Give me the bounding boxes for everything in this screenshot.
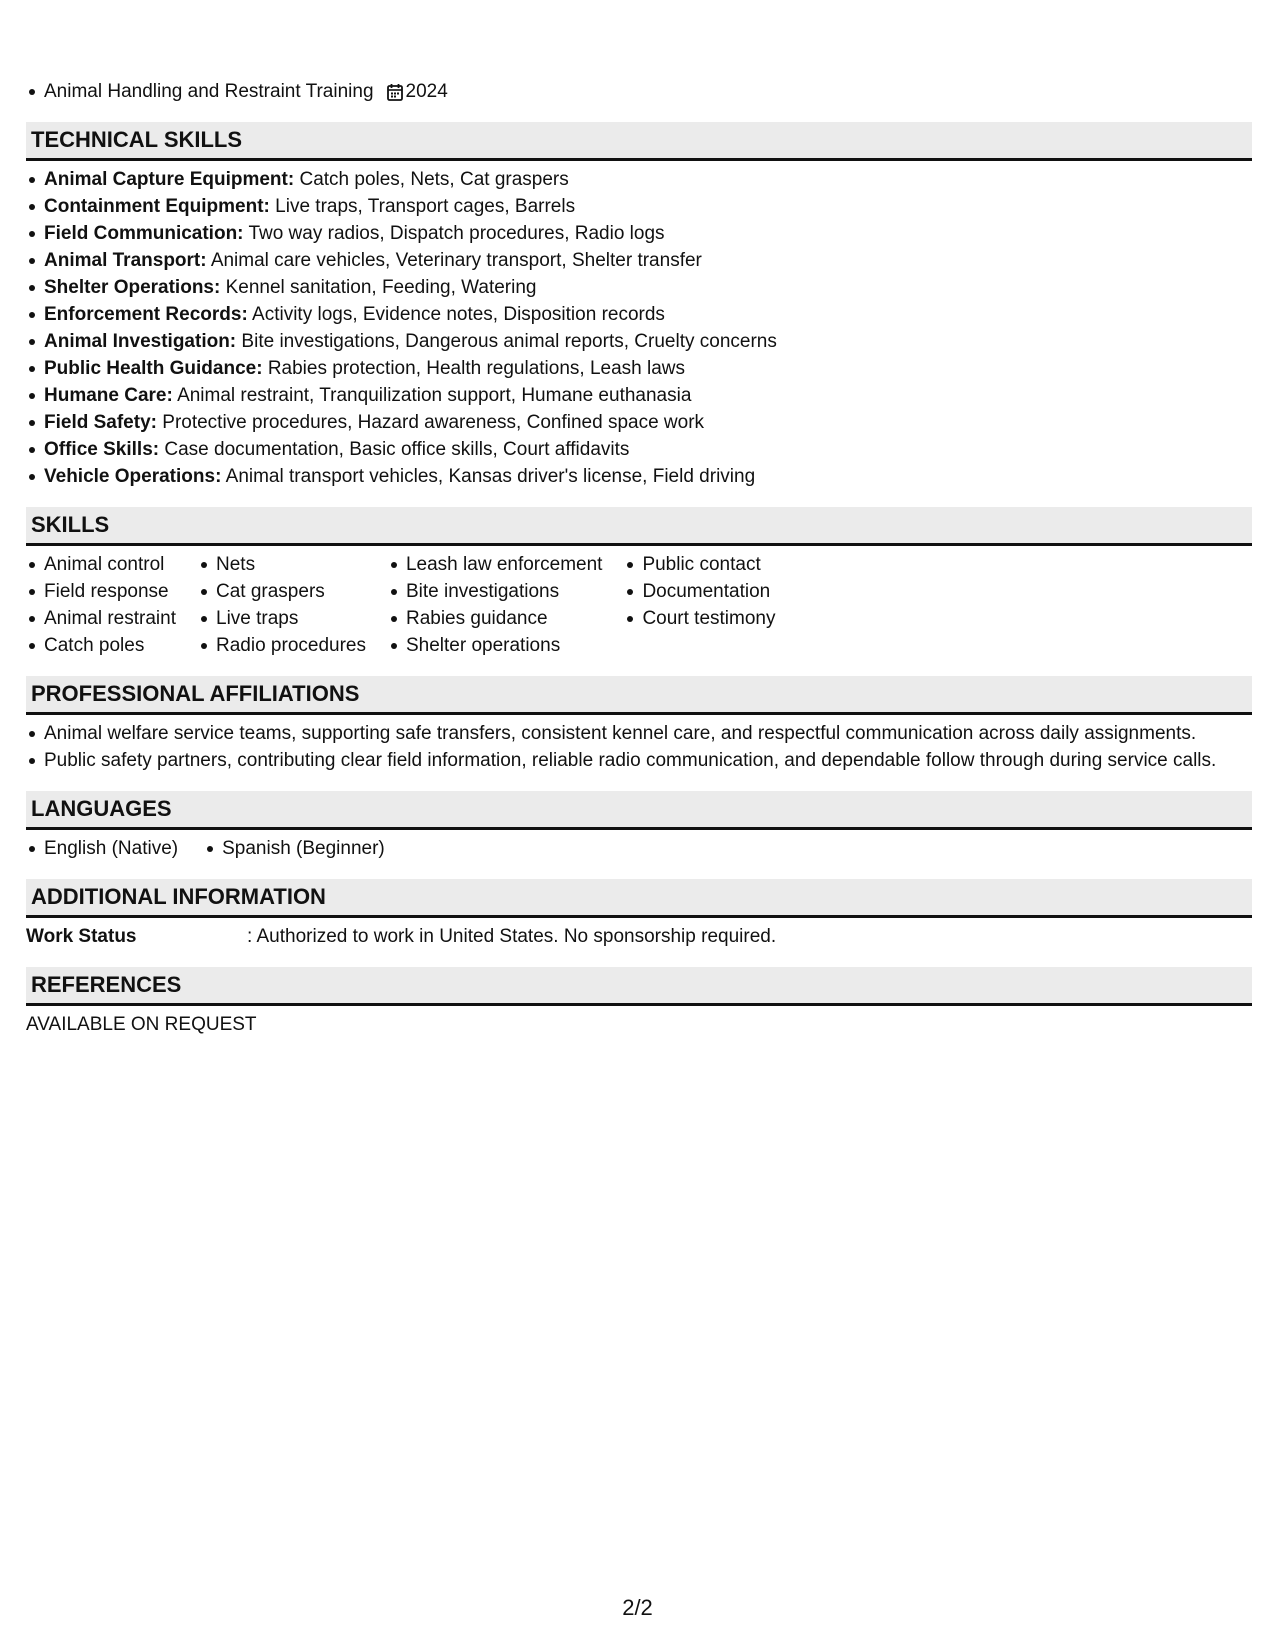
certification-list	[26, 78, 1252, 105]
technical-skill-label: Containment Equipment:	[44, 196, 270, 217]
skills-section	[26, 507, 1252, 659]
technical-skill-label: Enforcement Records:	[44, 304, 248, 325]
technical-skill-item	[44, 463, 1252, 490]
language-item: English (Native)	[44, 835, 178, 862]
skill-item: Court testimony	[642, 605, 775, 632]
technical-skill-text: Animal restraint, Tranquilization support, Humane euthanasia	[177, 385, 692, 406]
skills-column	[26, 551, 176, 659]
skill-item: Animal restraint	[44, 605, 176, 632]
language-item: Spanish (Beginner)	[222, 835, 385, 862]
technical-skill-item	[44, 193, 1252, 220]
skill-item: Live traps	[216, 605, 366, 632]
technical-skill-label: Public Health Guidance:	[44, 358, 263, 379]
skill-item: Catch poles	[44, 632, 176, 659]
technical-skill-item	[44, 382, 1252, 409]
skill-item: Animal control	[44, 551, 176, 578]
technical-skill-label: Animal Transport:	[44, 250, 207, 271]
languages-row	[26, 835, 1252, 862]
certification-item	[44, 78, 1252, 105]
technical-skill-label: Humane Care:	[44, 385, 173, 406]
technical-skills-list	[26, 166, 1252, 490]
technical-skill-text: Rabies protection, Health regulations, Leash laws	[267, 358, 686, 379]
skills-column	[624, 551, 775, 659]
skill-item: Nets	[216, 551, 366, 578]
section-heading: TECHNICAL SKILLS	[26, 122, 1252, 161]
technical-skill-label: Animal Capture Equipment:	[44, 169, 295, 190]
certification-year: 2024	[405, 81, 448, 102]
skill-item: Leash law enforcement	[406, 551, 602, 578]
technical-skill-text: Animal transport vehicles, Kansas driver's license, Field driving	[225, 466, 756, 487]
technical-skill-label: Office Skills:	[44, 439, 160, 460]
references-text: AVAILABLE ON REQUEST	[26, 1014, 257, 1035]
affiliations-list	[26, 720, 1252, 774]
section-heading: REFERENCES	[26, 967, 1252, 1006]
technical-skill-item	[44, 166, 1252, 193]
technical-skill-text: Catch poles, Nets, Cat graspers	[299, 169, 569, 190]
list-item: Animal welfare service teams, supporting safe transfers, consistent kennel care, and respectful communication across daily assignments.	[44, 720, 1252, 747]
technical-skill-label: Shelter Operations:	[44, 277, 221, 298]
work-status-row	[26, 923, 1252, 950]
certification-name: Animal Handling and Restraint Training	[44, 81, 374, 102]
technical-skill-item	[44, 355, 1252, 382]
skills-column	[388, 551, 602, 659]
skill-item: Shelter operations	[406, 632, 602, 659]
work-status-label: Work Status	[26, 926, 137, 947]
additional-info-section	[26, 879, 1252, 950]
work-status-value: : Authorized to work in United States. No sponsorship required.	[247, 926, 777, 947]
technical-skill-label: Field Communication:	[44, 223, 244, 244]
skills-column	[198, 551, 366, 659]
list-item: Public safety partners, contributing clear field information, reliable radio communication, and dependable follow through during service calls.	[44, 747, 1252, 774]
resume-page	[26, 78, 1252, 1038]
technical-skill-item	[44, 220, 1252, 247]
calendar-icon	[387, 83, 403, 101]
language-list	[26, 835, 178, 862]
skill-item: Public contact	[642, 551, 775, 578]
skill-item: Field response	[44, 578, 176, 605]
technical-skill-item	[44, 301, 1252, 328]
technical-skills-section	[26, 122, 1252, 490]
skill-item: Rabies guidance	[406, 605, 602, 632]
technical-skill-item	[44, 436, 1252, 463]
technical-skill-label: Animal Investigation:	[44, 331, 237, 352]
technical-skill-item	[44, 274, 1252, 301]
skill-item: Bite investigations	[406, 578, 602, 605]
technical-skill-item	[44, 247, 1252, 274]
technical-skill-text: Protective procedures, Hazard awareness, Confined space work	[162, 412, 705, 433]
technical-skill-text: Two way radios, Dispatch procedures, Radio logs	[248, 223, 665, 244]
technical-skill-text: Bite investigations, Dangerous animal reports, Cruelty concerns	[241, 331, 777, 352]
technical-skill-text: Animal care vehicles, Veterinary transport, Shelter transfer	[210, 250, 702, 271]
page-number: 2/2	[622, 1595, 653, 1620]
technical-skill-text: Case documentation, Basic office skills, Court affidavits	[164, 439, 630, 460]
technical-skill-item	[44, 328, 1252, 355]
references-section	[26, 967, 1252, 1038]
technical-skill-text: Kennel sanitation, Feeding, Watering	[225, 277, 537, 298]
technical-skill-text: Activity logs, Evidence notes, Disposition records	[252, 304, 665, 325]
skill-item: Documentation	[642, 578, 775, 605]
section-heading: PROFESSIONAL AFFILIATIONS	[26, 676, 1252, 715]
section-heading: LANGUAGES	[26, 791, 1252, 830]
skill-item: Radio procedures	[216, 632, 366, 659]
technical-skill-text: Live traps, Transport cages, Barrels	[275, 196, 576, 217]
section-heading: SKILLS	[26, 507, 1252, 546]
technical-skill-label: Field Safety:	[44, 412, 157, 433]
skills-grid	[26, 551, 1252, 659]
section-heading: ADDITIONAL INFORMATION	[26, 879, 1252, 918]
languages-section	[26, 791, 1252, 862]
skill-item: Cat graspers	[216, 578, 366, 605]
affiliations-section	[26, 676, 1252, 774]
technical-skill-item	[44, 409, 1252, 436]
technical-skill-label: Vehicle Operations:	[44, 466, 222, 487]
language-list	[204, 835, 385, 862]
